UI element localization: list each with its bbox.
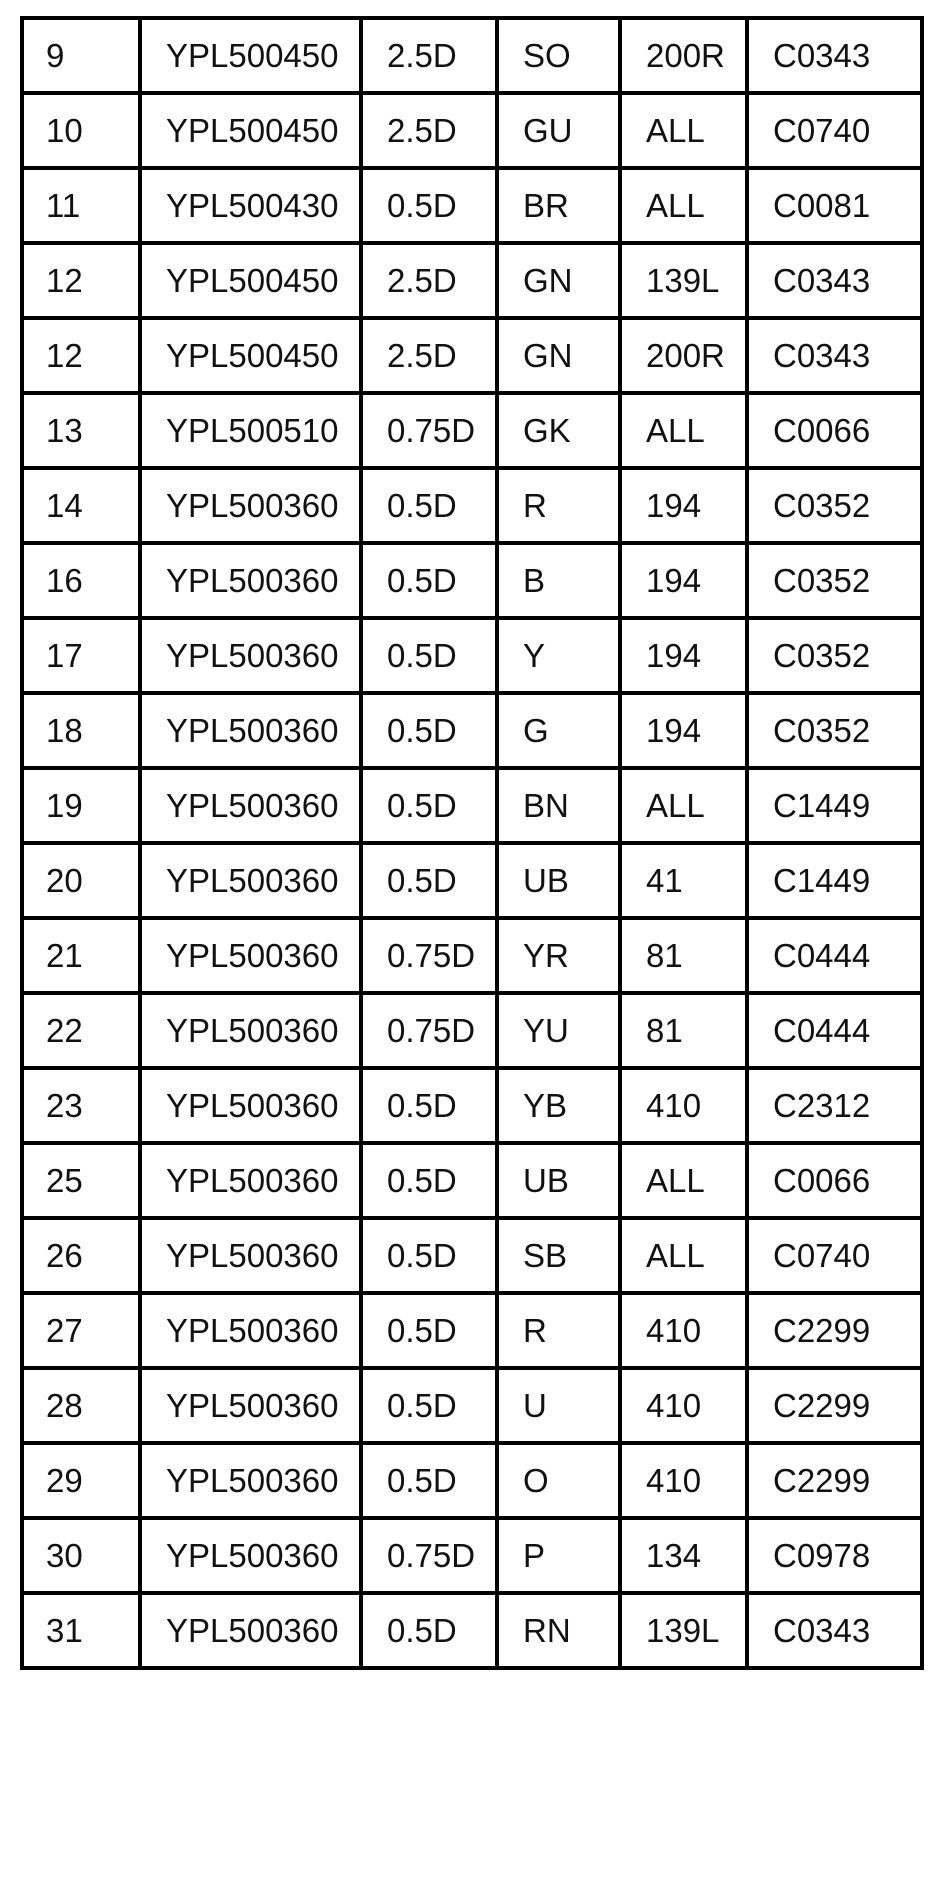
part-number-cell: YPL500360: [140, 1593, 361, 1668]
group-cell: 200R: [620, 318, 747, 393]
group-cell: 81: [620, 918, 747, 993]
part-number-cell: YPL500450: [140, 243, 361, 318]
size-cell: 0.75D: [361, 993, 497, 1068]
group-cell: 410: [620, 1293, 747, 1368]
ref-code-cell: C0352: [747, 618, 922, 693]
table-row: [22, 468, 922, 543]
code-cell: R: [497, 468, 620, 543]
code-cell: GU: [497, 93, 620, 168]
group-cell: ALL: [620, 768, 747, 843]
table-row: [22, 243, 922, 318]
part-number-cell: YPL500360: [140, 1443, 361, 1518]
code-cell: BN: [497, 768, 620, 843]
group-cell: ALL: [620, 93, 747, 168]
code-cell: R: [497, 1293, 620, 1368]
ref-code-cell: C0352: [747, 543, 922, 618]
group-cell: 194: [620, 468, 747, 543]
size-cell: 0.75D: [361, 1518, 497, 1593]
part-number-cell: YPL500450: [140, 318, 361, 393]
code-cell: GK: [497, 393, 620, 468]
size-cell: 0.5D: [361, 1368, 497, 1443]
group-cell: 410: [620, 1368, 747, 1443]
size-cell: 2.5D: [361, 318, 497, 393]
group-cell: 194: [620, 693, 747, 768]
table-row: [22, 1293, 922, 1368]
table-row: [22, 168, 922, 243]
ref-code-cell: C2312: [747, 1068, 922, 1143]
ref-code-cell: C0066: [747, 393, 922, 468]
group-cell: ALL: [620, 168, 747, 243]
part-number-cell: YPL500360: [140, 1068, 361, 1143]
code-cell: BR: [497, 168, 620, 243]
group-cell: ALL: [620, 393, 747, 468]
row-number-cell: 30: [22, 1518, 140, 1593]
size-cell: 0.5D: [361, 768, 497, 843]
size-cell: 2.5D: [361, 93, 497, 168]
size-cell: 2.5D: [361, 18, 497, 93]
group-cell: ALL: [620, 1218, 747, 1293]
row-number-cell: 19: [22, 768, 140, 843]
table-row: [22, 993, 922, 1068]
row-number-cell: 25: [22, 1143, 140, 1218]
code-cell: RN: [497, 1593, 620, 1668]
table-row: [22, 843, 922, 918]
row-number-cell: 26: [22, 1218, 140, 1293]
size-cell: 0.5D: [361, 543, 497, 618]
table-row: [22, 393, 922, 468]
size-cell: 0.75D: [361, 393, 497, 468]
ref-code-cell: C0740: [747, 1218, 922, 1293]
row-number-cell: 13: [22, 393, 140, 468]
group-cell: 41: [620, 843, 747, 918]
ref-code-cell: C0343: [747, 1593, 922, 1668]
data-table: [20, 16, 924, 1670]
part-number-cell: YPL500360: [140, 1518, 361, 1593]
group-cell: 139L: [620, 243, 747, 318]
size-cell: 0.5D: [361, 1143, 497, 1218]
code-cell: B: [497, 543, 620, 618]
table-row: [22, 1218, 922, 1293]
table-row: [22, 1368, 922, 1443]
code-cell: U: [497, 1368, 620, 1443]
ref-code-cell: C0343: [747, 18, 922, 93]
code-cell: GN: [497, 318, 620, 393]
ref-code-cell: C0081: [747, 168, 922, 243]
code-cell: YR: [497, 918, 620, 993]
table-row: [22, 618, 922, 693]
row-number-cell: 31: [22, 1593, 140, 1668]
part-number-cell: YPL500360: [140, 693, 361, 768]
group-cell: 194: [620, 543, 747, 618]
table-row: [22, 918, 922, 993]
code-cell: UB: [497, 843, 620, 918]
group-cell: ALL: [620, 1143, 747, 1218]
size-cell: 0.5D: [361, 693, 497, 768]
table-row: [22, 768, 922, 843]
code-cell: SB: [497, 1218, 620, 1293]
table-row: [22, 1443, 922, 1518]
part-number-cell: YPL500360: [140, 468, 361, 543]
table-body: [22, 18, 922, 1668]
part-number-cell: YPL500360: [140, 1293, 361, 1368]
code-cell: Y: [497, 618, 620, 693]
row-number-cell: 16: [22, 543, 140, 618]
size-cell: 0.5D: [361, 1293, 497, 1368]
code-cell: P: [497, 1518, 620, 1593]
table-row: [22, 18, 922, 93]
size-cell: 0.5D: [361, 1218, 497, 1293]
ref-code-cell: C0978: [747, 1518, 922, 1593]
ref-code-cell: C0352: [747, 693, 922, 768]
code-cell: O: [497, 1443, 620, 1518]
ref-code-cell: C0343: [747, 318, 922, 393]
row-number-cell: 11: [22, 168, 140, 243]
ref-code-cell: C2299: [747, 1443, 922, 1518]
size-cell: 0.75D: [361, 918, 497, 993]
code-cell: YU: [497, 993, 620, 1068]
part-number-cell: YPL500360: [140, 618, 361, 693]
part-number-cell: YPL500360: [140, 843, 361, 918]
table-row: [22, 1068, 922, 1143]
code-cell: GN: [497, 243, 620, 318]
group-cell: 81: [620, 993, 747, 1068]
part-number-cell: YPL500360: [140, 543, 361, 618]
row-number-cell: 22: [22, 993, 140, 1068]
ref-code-cell: C0343: [747, 243, 922, 318]
table-row: [22, 693, 922, 768]
ref-code-cell: C1449: [747, 843, 922, 918]
part-number-cell: YPL500430: [140, 168, 361, 243]
size-cell: 0.5D: [361, 618, 497, 693]
row-number-cell: 21: [22, 918, 140, 993]
row-number-cell: 9: [22, 18, 140, 93]
row-number-cell: 28: [22, 1368, 140, 1443]
table-row: [22, 1518, 922, 1593]
row-number-cell: 10: [22, 93, 140, 168]
row-number-cell: 23: [22, 1068, 140, 1143]
part-number-cell: YPL500360: [140, 993, 361, 1068]
size-cell: 0.5D: [361, 468, 497, 543]
group-cell: 194: [620, 618, 747, 693]
table-row: [22, 1143, 922, 1218]
row-number-cell: 12: [22, 243, 140, 318]
size-cell: 2.5D: [361, 243, 497, 318]
ref-code-cell: C0352: [747, 468, 922, 543]
group-cell: 410: [620, 1068, 747, 1143]
part-number-cell: YPL500360: [140, 918, 361, 993]
part-number-cell: YPL500360: [140, 1218, 361, 1293]
size-cell: 0.5D: [361, 843, 497, 918]
code-cell: G: [497, 693, 620, 768]
group-cell: 200R: [620, 18, 747, 93]
ref-code-cell: C1449: [747, 768, 922, 843]
group-cell: 410: [620, 1443, 747, 1518]
size-cell: 0.5D: [361, 1593, 497, 1668]
size-cell: 0.5D: [361, 1443, 497, 1518]
code-cell: SO: [497, 18, 620, 93]
code-cell: YB: [497, 1068, 620, 1143]
part-number-cell: YPL500360: [140, 768, 361, 843]
row-number-cell: 18: [22, 693, 140, 768]
part-number-cell: YPL500510: [140, 393, 361, 468]
table-row: [22, 543, 922, 618]
group-cell: 139L: [620, 1593, 747, 1668]
part-number-cell: YPL500450: [140, 18, 361, 93]
ref-code-cell: C0740: [747, 93, 922, 168]
size-cell: 0.5D: [361, 1068, 497, 1143]
table-row: [22, 93, 922, 168]
ref-code-cell: C0066: [747, 1143, 922, 1218]
size-cell: 0.5D: [361, 168, 497, 243]
table-row: [22, 1593, 922, 1668]
row-number-cell: 27: [22, 1293, 140, 1368]
ref-code-cell: C2299: [747, 1368, 922, 1443]
code-cell: UB: [497, 1143, 620, 1218]
part-number-cell: YPL500450: [140, 93, 361, 168]
row-number-cell: 12: [22, 318, 140, 393]
row-number-cell: 17: [22, 618, 140, 693]
row-number-cell: 20: [22, 843, 140, 918]
part-number-cell: YPL500360: [140, 1143, 361, 1218]
ref-code-cell: C0444: [747, 993, 922, 1068]
table-row: [22, 318, 922, 393]
row-number-cell: 14: [22, 468, 140, 543]
row-number-cell: 29: [22, 1443, 140, 1518]
group-cell: 134: [620, 1518, 747, 1593]
part-number-cell: YPL500360: [140, 1368, 361, 1443]
ref-code-cell: C0444: [747, 918, 922, 993]
ref-code-cell: C2299: [747, 1293, 922, 1368]
